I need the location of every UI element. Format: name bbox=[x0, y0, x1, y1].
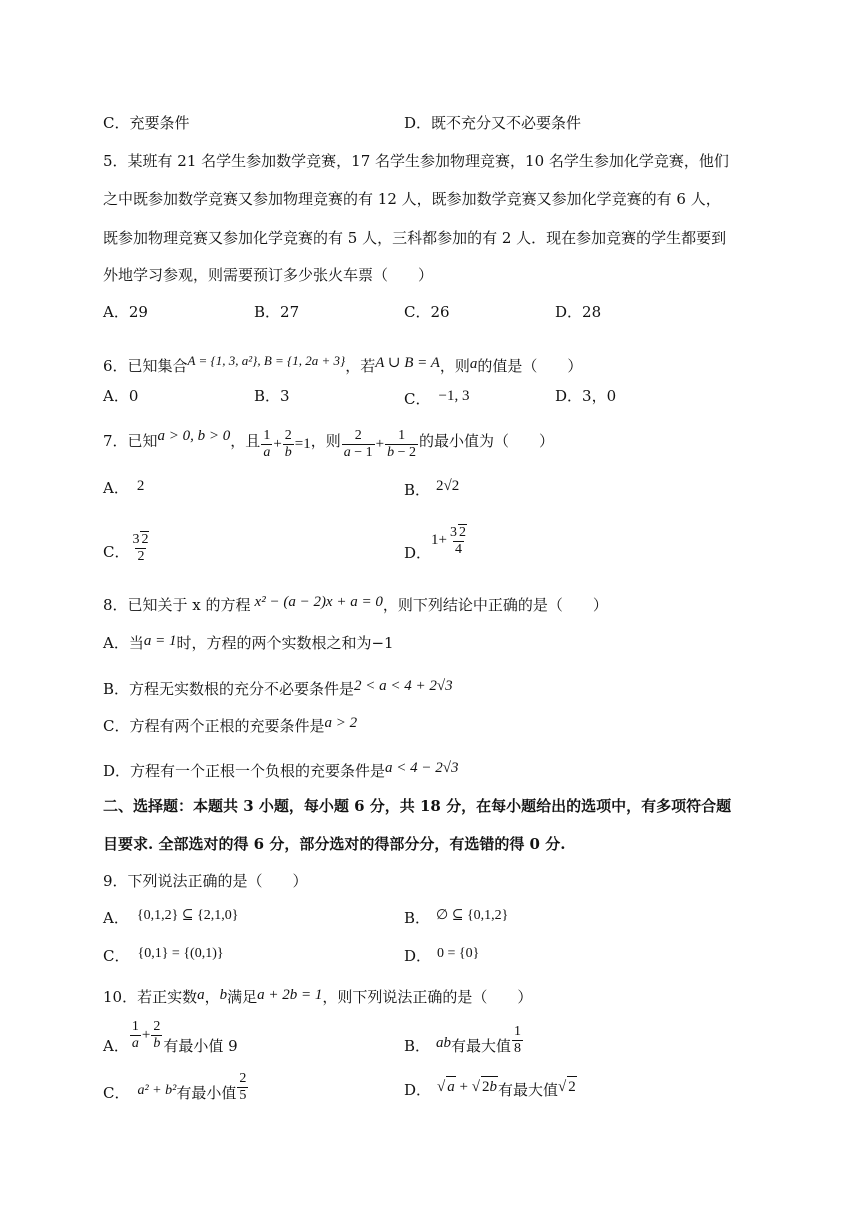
section-2-heading-line-1: 二、选择题：本题共 3 小题，每小题 6 分，共 18 分，在每小题给出的选项中，有多项符合题 bbox=[103, 797, 732, 815]
q7-option-c bbox=[103, 522, 152, 570]
q8-option-c bbox=[103, 713, 357, 736]
q6-post: 的值是（ ） bbox=[477, 357, 583, 375]
q8-equation: x² − (a − 2)x + a = 0 bbox=[254, 594, 383, 610]
q7-option-d-label: D． bbox=[404, 544, 432, 562]
q9-option-d bbox=[404, 944, 479, 966]
q10-option-d-expr: √ a + √ 2b bbox=[437, 1079, 498, 1095]
q6-pre: 6．已知集合 bbox=[103, 357, 188, 375]
q9-option-c-value: {0,1} = {(0,1)} bbox=[137, 946, 224, 961]
q6-option-c-value: −1, 3 bbox=[438, 388, 470, 404]
q10-option-c-expr: a² + b² bbox=[137, 1083, 177, 1098]
q7-option-c-label: C． bbox=[103, 543, 130, 561]
q10-option-b-label: B． bbox=[404, 1037, 431, 1055]
q10-option-b-text: 有最大值 bbox=[451, 1037, 512, 1055]
q5-option-d: D．28 bbox=[555, 303, 602, 321]
q6-option-c bbox=[404, 386, 469, 409]
q4-option-c: C．充要条件 bbox=[103, 114, 190, 132]
q10-option-a bbox=[103, 1016, 238, 1064]
q10-sep: ， bbox=[204, 988, 220, 1006]
q6-sets: A = {1, 3, a²}, B = {1, 2a + 3} bbox=[187, 353, 346, 368]
q10-post: ，则下列说法正确的是（ ） bbox=[322, 988, 533, 1006]
q9-option-d-value: 0 = {0} bbox=[437, 946, 480, 961]
q9-option-b bbox=[404, 906, 508, 928]
q7-option-b-label: B． bbox=[404, 481, 431, 499]
q8-option-a bbox=[103, 631, 394, 653]
q7-option-a bbox=[103, 476, 144, 498]
q8-option-c-cond: a > 2 bbox=[324, 715, 358, 731]
q7-expression: $\frac{2}{a - 1}$ + $\frac{1}{b - 2}$ bbox=[343, 428, 417, 461]
q10-var-b: b bbox=[219, 987, 228, 1003]
q4-option-d: D．既不充分又不必要条件 bbox=[404, 114, 582, 132]
q6-var: a bbox=[469, 356, 478, 372]
q7-constraint: $\frac{1}{a}$ + $\frac{2}{b}$ =1 bbox=[263, 428, 311, 461]
q8-stem bbox=[103, 592, 608, 615]
q10-pre: 10．若正实数 bbox=[103, 988, 198, 1006]
q9-option-b-value: ∅ ⊆ {0,1,2} bbox=[436, 908, 509, 923]
q8-option-a-cond: a = 1 bbox=[143, 633, 177, 649]
q9-option-d-label: D． bbox=[404, 947, 432, 965]
q8-option-d-cond: a < 4 − 2√3 bbox=[385, 760, 459, 776]
q8-option-b bbox=[103, 676, 453, 699]
q6-option-d: D．3，0 bbox=[555, 387, 617, 405]
q10-option-b bbox=[404, 1016, 524, 1064]
q7-mid: ，且 bbox=[230, 432, 261, 450]
q8-option-b-cond: 2 < a < 4 + 2√3 bbox=[354, 678, 453, 694]
q10-option-d-text: 有最大值 bbox=[497, 1081, 558, 1099]
q10-option-c bbox=[103, 1063, 249, 1111]
q10-option-c-label: C． bbox=[103, 1084, 130, 1102]
q7-mid2: ，则 bbox=[310, 432, 341, 450]
q7-stem bbox=[103, 418, 554, 462]
q10-option-d bbox=[404, 1076, 577, 1100]
q6-option-a: A．0 bbox=[103, 387, 139, 405]
q9-option-c bbox=[103, 944, 224, 966]
q10-mid: 满足 bbox=[227, 988, 258, 1006]
q10-option-a-text: 有最小值 9 bbox=[163, 1037, 238, 1055]
q9-stem: 9．下列说法正确的是（ ） bbox=[103, 872, 308, 890]
q7-option-b-value: 2√2 bbox=[436, 478, 460, 494]
q8-pre: 8．已知关于 x 的方程 bbox=[103, 596, 251, 614]
q9-option-a bbox=[103, 906, 238, 928]
q10-option-b-value: $\frac{1}{8}$ bbox=[514, 1024, 522, 1056]
q10-var-a: a bbox=[197, 987, 205, 1003]
q10-condition: a + 2b = 1 bbox=[257, 987, 323, 1003]
q8-option-c-pre: C．方程有两个正根的充要条件是 bbox=[103, 717, 325, 735]
q7-pre: 7．已知 bbox=[103, 432, 158, 450]
q10-option-a-expr: $\frac{1}{a}$ + $\frac{2}{b}$ bbox=[131, 1019, 161, 1052]
q7-option-d-value: 1+ $\frac{3 2}{4}$ bbox=[431, 524, 466, 557]
q7-post: 的最小值为（ ） bbox=[419, 432, 555, 450]
q5-option-a: A．29 bbox=[103, 303, 148, 321]
q8-post: ，则下列结论中正确的是（ ） bbox=[382, 596, 608, 614]
q7-option-a-value: 2 bbox=[136, 478, 145, 494]
q5-option-b: B．27 bbox=[254, 303, 300, 321]
q7-option-d bbox=[404, 522, 470, 571]
q5-line-1: 5．某班有 21 名学生参加数学竞赛，17 名学生参加物理竞赛，10 名学生参加化学竞赛，他们 bbox=[103, 152, 729, 170]
q9-option-b-label: B． bbox=[404, 909, 431, 927]
q6-option-b: B．3 bbox=[254, 387, 290, 405]
q6-condition: A ∪ B = A bbox=[375, 355, 440, 371]
q8-option-d bbox=[103, 758, 459, 781]
q5-line-4: 外地学习参观，则需要预订多少张火车票（ ） bbox=[103, 266, 434, 284]
q10-option-c-value: $\frac{2}{5}$ bbox=[239, 1071, 247, 1103]
q6-mid: ，若 bbox=[345, 357, 376, 375]
q6-stem bbox=[103, 351, 582, 376]
q7-option-c-value: $\frac{3 2}{2}$ bbox=[132, 532, 149, 564]
q7-option-b bbox=[404, 476, 459, 500]
q8-option-d-pre: D．方程有一个正根一个负根的充要条件是 bbox=[103, 762, 386, 780]
q10-stem bbox=[103, 985, 532, 1007]
q10-option-a-label: A． bbox=[103, 1037, 129, 1055]
q9-option-a-label: A． bbox=[103, 909, 129, 927]
q8-option-b-pre: B．方程无实数根的充分不必要条件是 bbox=[103, 680, 355, 698]
q10-option-d-label: D． bbox=[404, 1081, 432, 1099]
q10-option-d-value: √ 2 bbox=[558, 1079, 577, 1095]
q7-option-a-label: A． bbox=[103, 479, 129, 497]
q8-option-a-post: 时，方程的两个实数根之和为−1 bbox=[176, 634, 394, 652]
q6-mid2: ，则 bbox=[439, 357, 470, 375]
q5-line-3: 既参加物理竞赛又参加化学竞赛的有 5 人，三科都参加的有 2 人．现在参加竞赛的学生都要到 bbox=[103, 229, 727, 247]
q6-option-c-label: C． bbox=[404, 390, 431, 408]
section-2-heading-line-2: 目要求. 全部选对的得 6 分，部分选对的得部分分，有选错的得 0 分. bbox=[103, 835, 566, 853]
q7-condition: a > 0, b > 0 bbox=[157, 428, 231, 444]
q9-option-a-value: {0,1,2} ⊆ {2,1,0} bbox=[136, 908, 239, 923]
q10-option-c-text: 有最小值 bbox=[176, 1084, 237, 1102]
q10-option-b-expr: ab bbox=[436, 1035, 452, 1051]
q9-option-c-label: C． bbox=[103, 947, 130, 965]
q5-line-2: 之中既参加数学竞赛又参加物理竞赛的有 12 人，既参加数学竞赛又参加化学竞赛的有 6 人， bbox=[103, 190, 721, 208]
q8-option-a-pre: A．当 bbox=[103, 634, 144, 652]
q5-option-c: C．26 bbox=[404, 303, 450, 321]
